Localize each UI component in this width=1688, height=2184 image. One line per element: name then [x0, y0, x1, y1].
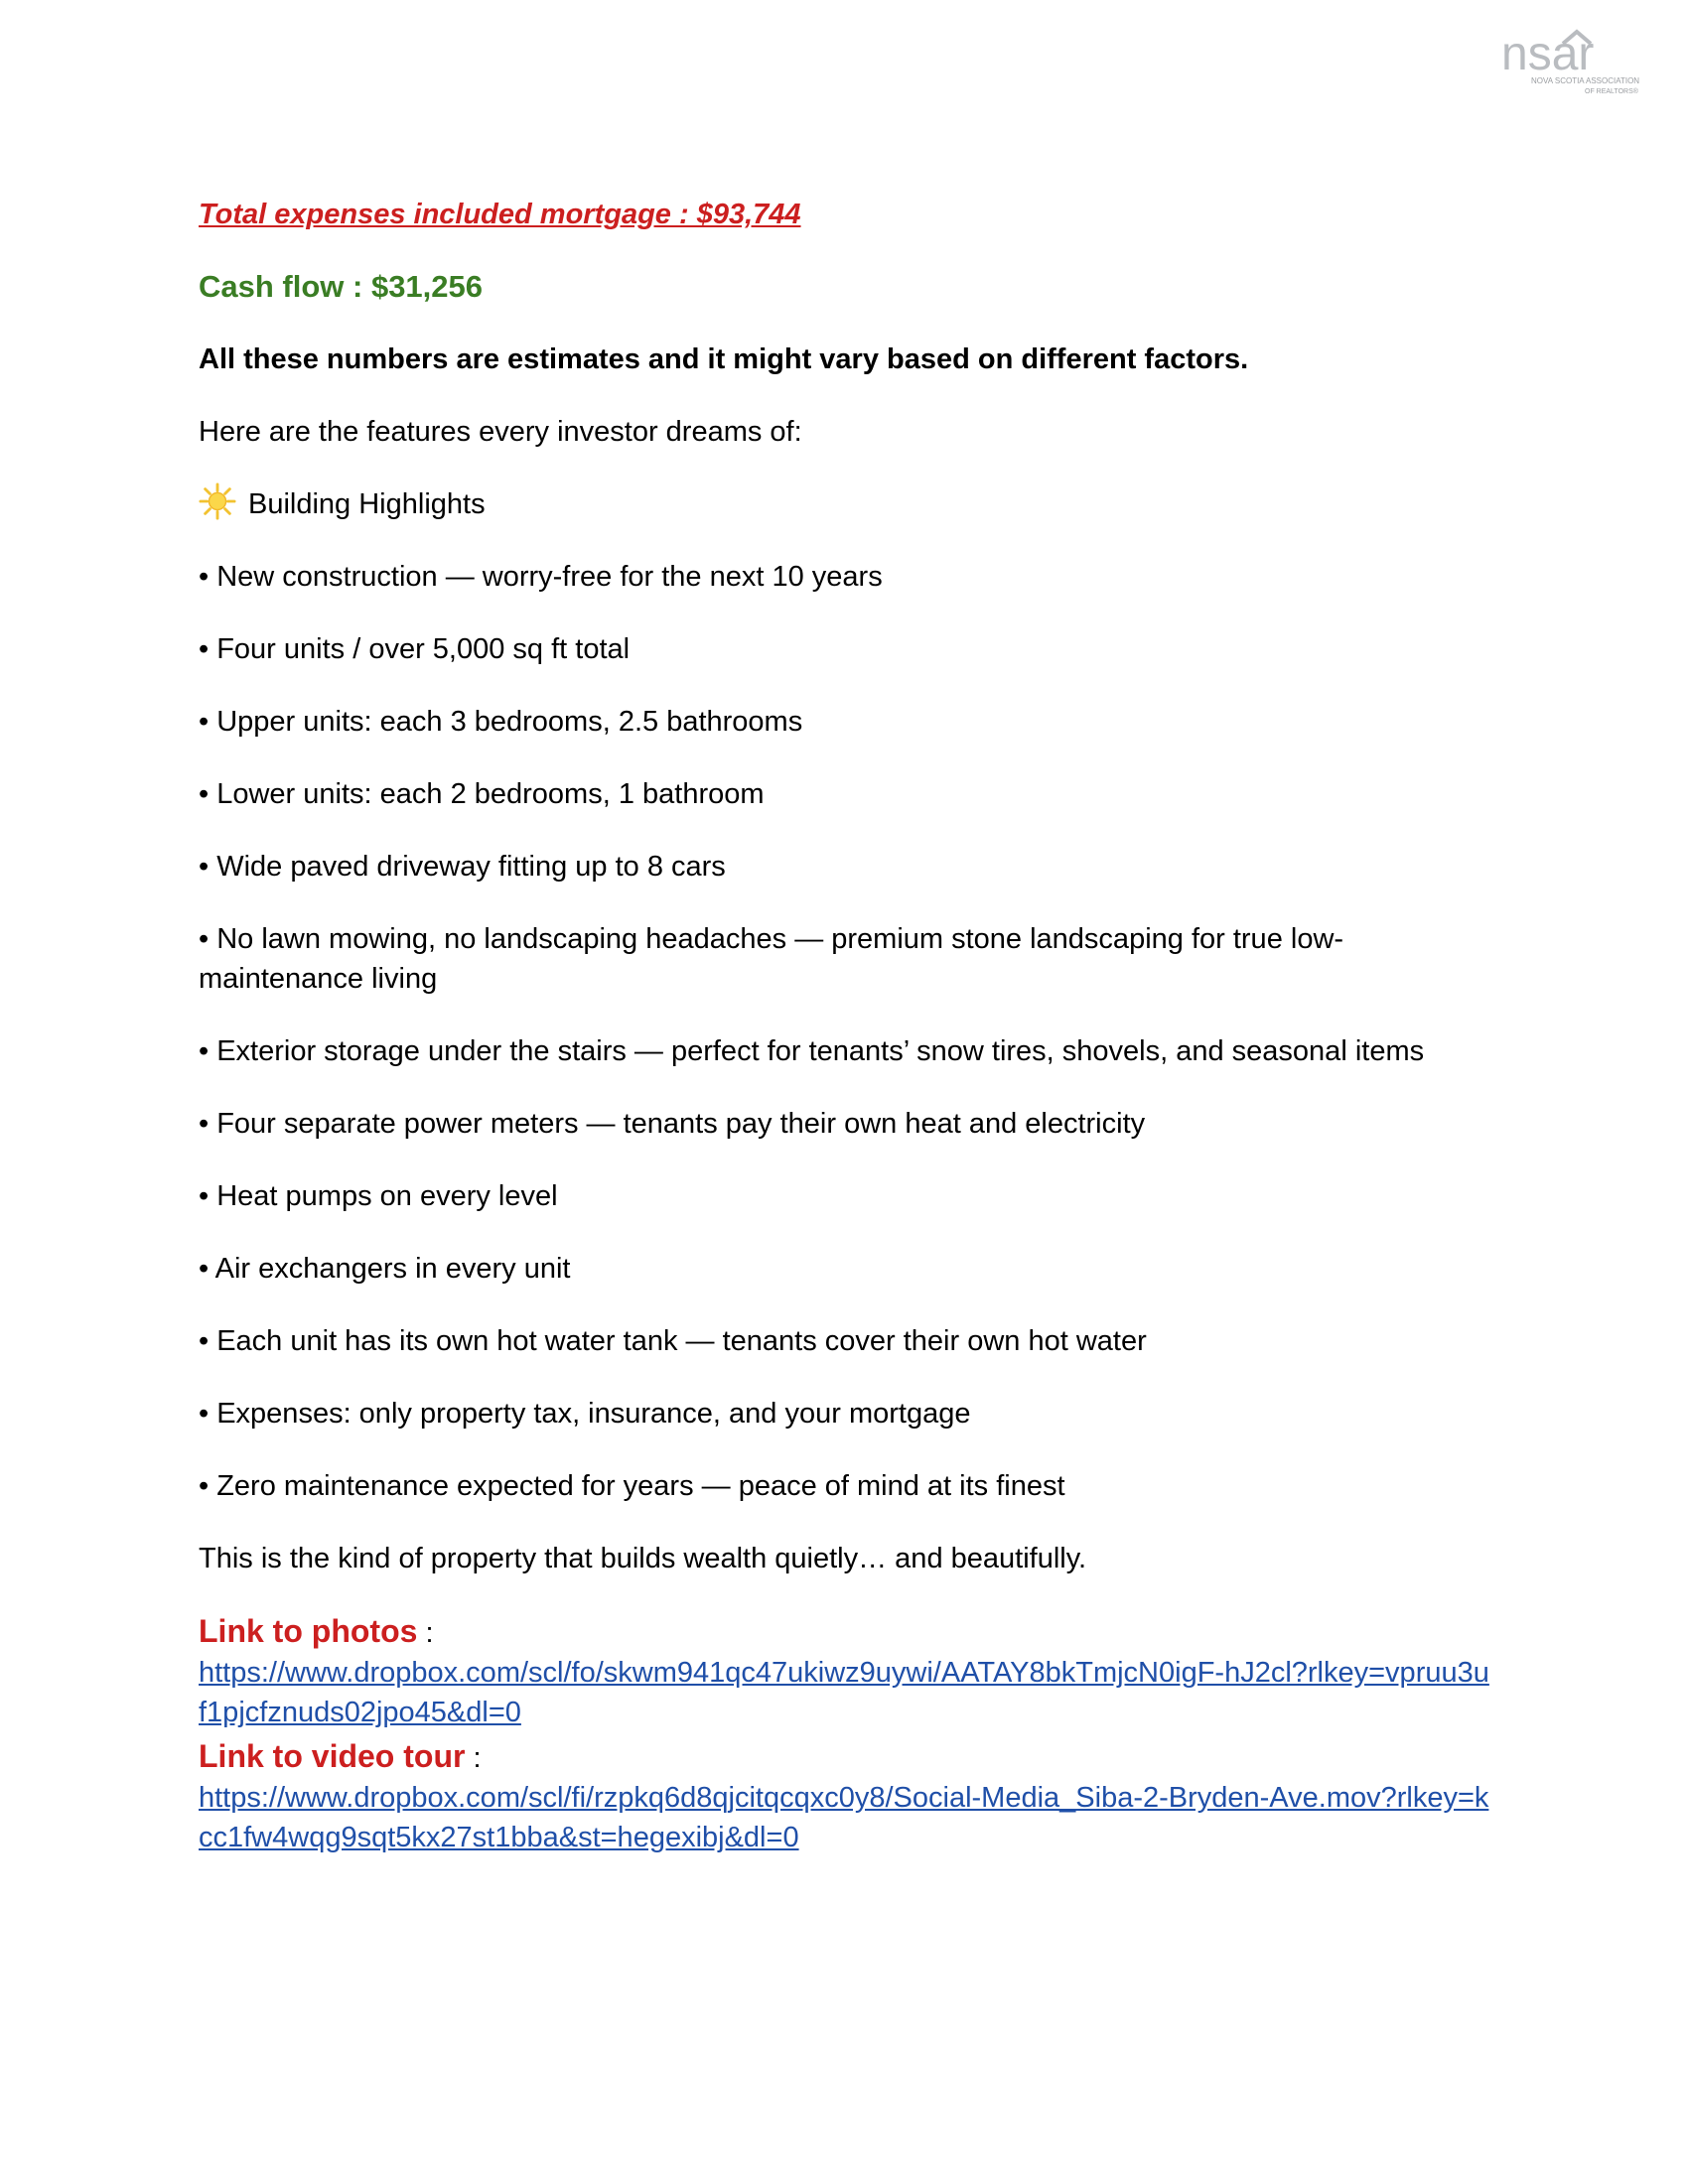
list-item: • Four units / over 5,000 sq ft total [199, 633, 631, 665]
highlights-heading: Building Highlights [248, 488, 486, 520]
photos-link-label: Link to photos [199, 1613, 418, 1649]
list-item: • New construction — worry-free for the next 10 years [199, 561, 883, 593]
logo-tagline-2: OF REALTORS® [1585, 88, 1638, 95]
disclaimer: All these numbers are estimates and it might vary based on different factors. [199, 343, 1249, 375]
list-item: • Zero maintenance expected for years — peace of mind at its finest [199, 1470, 1065, 1502]
list-item: • Heat pumps on every level [199, 1180, 558, 1212]
video-link[interactable]: https://www.dropbox.com/scl/fi/rzpkq6d8qjcitqcqxc0y8/Social-Media_Siba-2-Bryden-Ave.mov?rlkey=kcc1fw4wqg9sqt5kx27st1bba&st=hegexibj&dl=0 [199, 1782, 1489, 1853]
list-item: • No lawn mowing, no landscaping headaches — premium stone landscaping for true low-maintenance living [199, 923, 1344, 995]
logo-tagline-1: NOVA SCOTIA ASSOCIATION [1531, 76, 1640, 85]
video-link-block [199, 1736, 1489, 1857]
document-body [199, 195, 1489, 1861]
video-link-label: Link to video tour [199, 1738, 466, 1774]
photos-link-block [199, 1611, 1489, 1732]
video-link-colon: : [465, 1742, 482, 1774]
nsar-logo [1497, 22, 1676, 101]
list-item: • Lower units: each 2 bedrooms, 1 bathroom [199, 778, 765, 810]
logo-graphic [1497, 22, 1676, 101]
photos-link-colon: : [417, 1617, 434, 1649]
total-expenses: Total expenses included mortgage : $93,744 [199, 199, 801, 230]
logo-wordmark: nsar [1501, 28, 1595, 80]
list-item: • Wide paved driveway fitting up to 8 cars [199, 851, 726, 883]
list-item: • Expenses: only property tax, insurance, and your mortgage [199, 1398, 971, 1430]
list-item: • Air exchangers in every unit [199, 1253, 571, 1285]
feature-list [199, 557, 1489, 1506]
sun-icon [199, 482, 236, 520]
closing-text: This is the kind of property that builds wealth quietly… and beautifully. [199, 1543, 1087, 1574]
list-item: • Upper units: each 3 bedrooms, 2.5 bathrooms [199, 706, 803, 738]
highlights-heading-row [199, 484, 1489, 524]
photos-link[interactable]: https://www.dropbox.com/scl/fo/skwm941qc47ukiwz9uywi/AATAY8bkTmjcN0igF-hJ2cl?rlkey=vpruu3uf1pjcfznuds02jpo45&dl=0 [199, 1657, 1489, 1728]
list-item: • Exterior storage under the stairs — perfect for tenants’ snow tires, shovels, and seasonal items [199, 1035, 1425, 1067]
cash-flow: Cash flow : $31,256 [199, 269, 484, 304]
list-item: • Four separate power meters — tenants pay their own heat and electricity [199, 1108, 1146, 1140]
list-item: • Each unit has its own hot water tank — tenants cover their own hot water [199, 1325, 1147, 1357]
intro-text: Here are the features every investor dreams of: [199, 416, 802, 448]
